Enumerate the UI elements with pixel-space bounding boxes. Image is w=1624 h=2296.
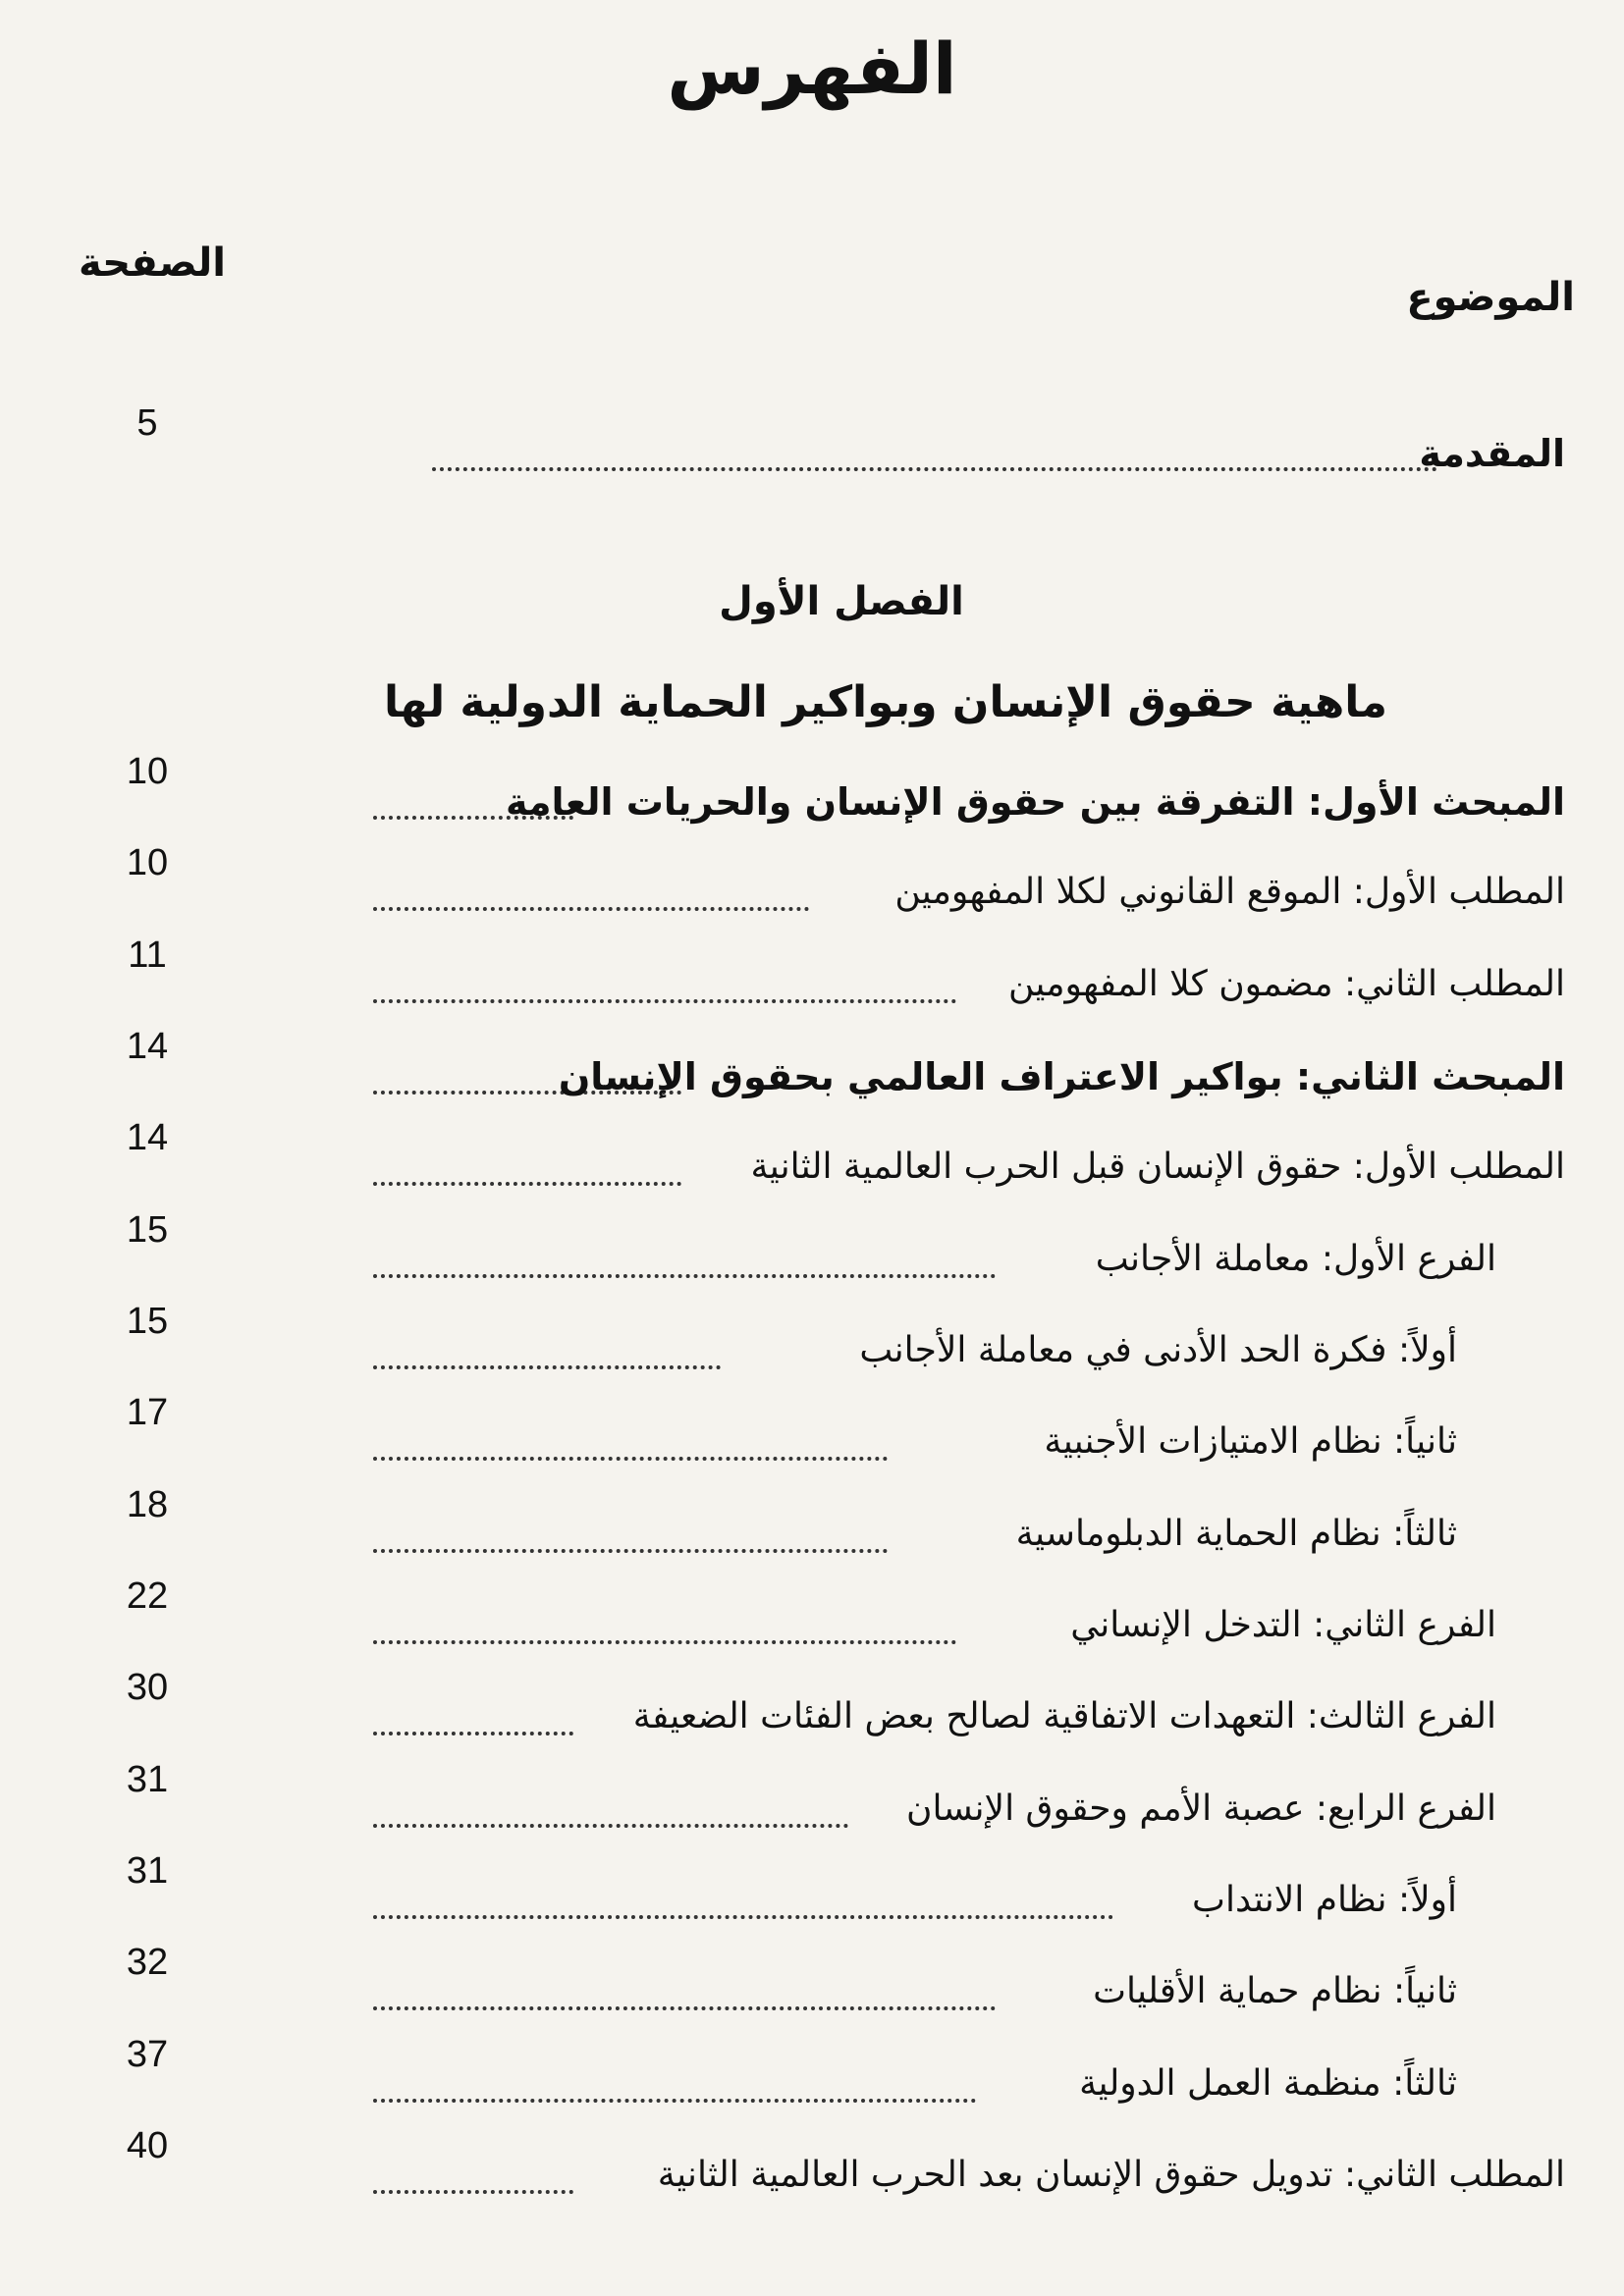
- toc-entry-label: المبحث الأول: التفرقة بين حقوق الإنسان والحريات العامة: [505, 780, 1565, 824]
- toc-entry-label: أولاً: فكرة الحد الأدنى في معاملة الأجانب: [859, 1330, 1457, 1370]
- chapter-number: الفصل الأول: [719, 579, 964, 624]
- toc-page-number: 10: [126, 842, 169, 883]
- toc-dot-leader: [373, 1182, 681, 1186]
- toc-dot-leader: [373, 2006, 996, 2010]
- toc-row: [118, 1117, 1565, 1205]
- toc-entry-label: المبحث الثاني: بواكير الاعتراف العالمي بحقوق الإنسان: [558, 1055, 1565, 1098]
- toc-entry-label: الفرع الأول: معاملة الأجانب: [1095, 1239, 1496, 1279]
- toc-dot-leader: [373, 1732, 573, 1735]
- toc-dot-leader: [373, 1274, 996, 1278]
- toc-page-number: 10: [126, 751, 169, 792]
- toc-dot-leader: [373, 907, 809, 911]
- toc-dot-leader: [373, 1365, 721, 1369]
- toc-entry-label: المطلب الثاني: مضمون كلا المفهومين: [1007, 964, 1565, 1004]
- toc-row: [118, 1484, 1565, 1573]
- toc-row: [118, 1209, 1565, 1298]
- toc-page-number: 5: [136, 402, 158, 444]
- chapter-title: ماهية حقوق الإنسان وبواكير الحماية الدولية لها: [384, 677, 1387, 727]
- toc-entry-label: ثانياً: نظام الامتيازات الأجنبية: [1044, 1421, 1457, 1462]
- toc-page-number: 15: [126, 1209, 169, 1251]
- toc-page-number: 31: [126, 1759, 169, 1800]
- toc-entry-label: ثالثاً: منظمة العمل الدولية: [1079, 2063, 1457, 2104]
- toc-row: [118, 2125, 1565, 2214]
- toc-row: [118, 751, 1565, 839]
- toc-page-number: 31: [126, 1850, 169, 1892]
- toc-entry-label: الفرع الثالث: التعهدات الاتفاقية لصالح بعض الفئات الضعيفة: [632, 1696, 1496, 1736]
- toc-row: [118, 1392, 1565, 1480]
- toc-row: [118, 1759, 1565, 1847]
- toc-dot-leader: [373, 1640, 956, 1644]
- toc-page-number: 40: [126, 2125, 169, 2166]
- toc-entry-label: المطلب الثاني: تدويل حقوق الإنسان بعد الحرب العالمية الثانية: [657, 2155, 1565, 2195]
- toc-dot-leader: [373, 2099, 976, 2103]
- page-title: الفهرس: [667, 27, 957, 110]
- toc-page-number: 32: [126, 1942, 169, 1983]
- toc-page-number: 15: [126, 1301, 169, 1342]
- toc-row: [118, 1301, 1565, 1389]
- toc-dot-leader: [373, 1824, 848, 1828]
- toc-dot-leader: [373, 999, 956, 1003]
- toc-row: [118, 934, 1565, 1023]
- toc-row: [118, 1575, 1565, 1664]
- subject-column-header: الموضوع: [1406, 275, 1575, 320]
- toc-page-number: 17: [126, 1392, 169, 1433]
- toc-page-number: 14: [126, 1026, 169, 1067]
- toc-row: [118, 842, 1565, 931]
- toc-page-number: 37: [126, 2034, 169, 2075]
- toc-entry-label: الفرع الرابع: عصبة الأمم وحقوق الإنسان: [906, 1789, 1496, 1829]
- toc-row-intro: [118, 402, 1565, 491]
- toc-page-number: 14: [126, 1117, 169, 1158]
- toc-entry-label: ثالثاً: نظام الحماية الدبلوماسية: [1015, 1514, 1457, 1554]
- toc-dot-leader: [432, 467, 1437, 471]
- toc-row: [118, 2034, 1565, 2122]
- toc-entry-label: المطلب الأول: الموقع القانوني لكلا المفهومين: [894, 872, 1565, 912]
- toc-entry-label: ثانياً: نظام حماية الأقليات: [1093, 1971, 1457, 2011]
- toc-page-number: 30: [126, 1667, 169, 1708]
- toc-page-number: 18: [126, 1484, 169, 1525]
- toc-entry-label: المطلب الأول: حقوق الإنسان قبل الحرب العالمية الثانية: [750, 1147, 1565, 1187]
- toc-dot-leader: [373, 1457, 888, 1461]
- toc-entry-label: أولاً: نظام الانتداب: [1192, 1880, 1457, 1920]
- toc-dot-leader: [373, 2190, 573, 2194]
- toc-page-number: 22: [126, 1575, 169, 1617]
- toc-page-number: 11: [128, 934, 167, 976]
- page-column-header: الصفحة: [79, 240, 227, 286]
- toc-dot-leader: [373, 1549, 888, 1553]
- toc-dot-leader: [373, 1915, 1113, 1919]
- toc-entry-label: المقدمة: [1419, 432, 1565, 475]
- toc-row: [118, 1850, 1565, 1939]
- toc-entry-label: الفرع الثاني: التدخل الإنساني: [1070, 1605, 1496, 1645]
- toc-row: [118, 1667, 1565, 1755]
- toc-row: [118, 1942, 1565, 2030]
- toc-row: [118, 1026, 1565, 1114]
